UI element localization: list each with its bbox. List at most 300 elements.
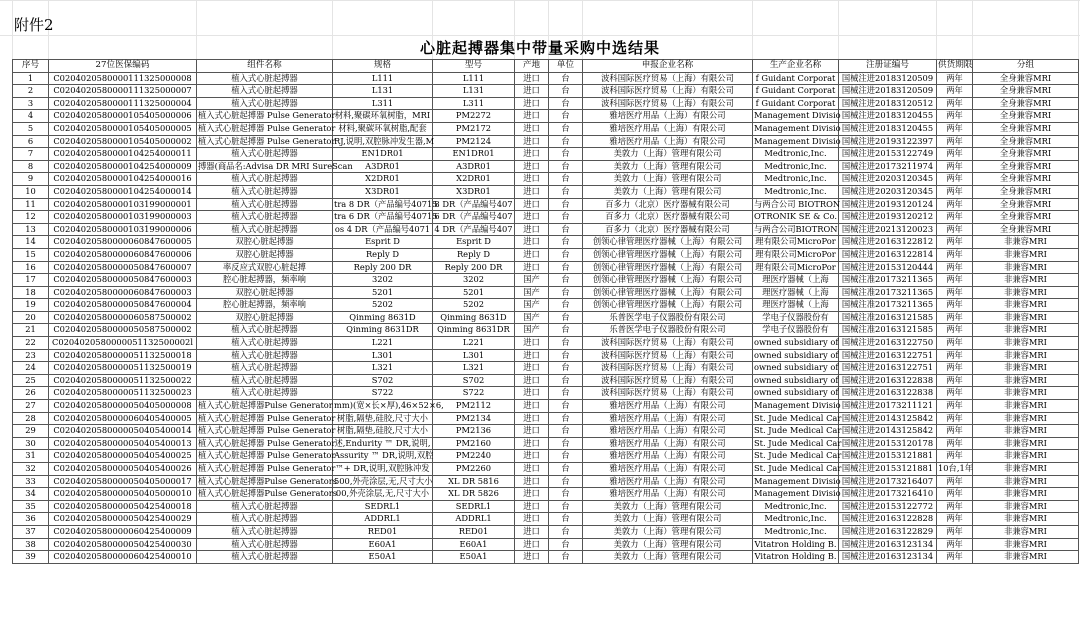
cell-origin: 进口	[515, 349, 549, 362]
cell-insurance-code: C0204020580000051132500002l	[49, 337, 197, 350]
cell-manufacturer: 理医疗器械（上海	[753, 274, 839, 287]
table-row	[13, 135, 1079, 148]
cell-group: 全身兼容MRI	[973, 122, 1079, 135]
cell-supply-period: 两年	[937, 513, 973, 526]
table-row	[13, 349, 1079, 362]
table-row	[13, 513, 1079, 526]
cell-group: 非兼容MRI	[973, 374, 1079, 387]
cell-row-number: 17	[13, 274, 49, 287]
cell-unit: 台	[549, 324, 583, 337]
cell-unit: 台	[549, 236, 583, 249]
cell-registration-number: 国械注准20173211365	[839, 299, 937, 312]
cell-specification: 500,外壳涂层,无,尺寸大小	[333, 475, 433, 488]
cell-row-number: 29	[13, 425, 49, 438]
cell-group: 非兼容MRI	[973, 236, 1079, 249]
cell-insurance-code: C0204020580000050425400029	[49, 513, 197, 526]
table-row	[13, 463, 1079, 476]
cell-unit: 台	[549, 475, 583, 488]
cell-registration-number: 国械注进20163122838	[839, 387, 937, 400]
cell-origin: 进口	[515, 538, 549, 551]
cell-model: L221	[433, 337, 515, 350]
cell-model: 5201	[433, 286, 515, 299]
cell-group: 非兼容MRI	[973, 311, 1079, 324]
cell-specification: tra 6 DR（产品编号40715	[333, 211, 433, 224]
cell-group: 非兼容MRI	[973, 387, 1079, 400]
cell-component-name: 植入式心脏起搏器	[197, 211, 333, 224]
cell-registration-number: 国械注进20153121881	[839, 450, 937, 463]
cell-unit: 台	[549, 173, 583, 186]
cell-specification: A3DR01	[333, 160, 433, 173]
cell-model: PM2160	[433, 437, 515, 450]
cell-manufacturer: owned subsidiary of	[753, 337, 839, 350]
table-row	[13, 551, 1079, 564]
column-header: 27位医保编码	[49, 60, 197, 73]
cell-applicant-company: 美敦力（上海）管理有限公司	[583, 525, 753, 538]
cell-manufacturer: Vitatron Holding B.	[753, 551, 839, 564]
cell-registration-number: 国械注准20173211365	[839, 286, 937, 299]
cell-registration-number: 国械注进20153122749	[839, 148, 937, 161]
cell-insurance-code: C0204020580000111325000007	[49, 85, 197, 98]
cell-insurance-code: C0204020580000105405000006	[49, 110, 197, 123]
table-row	[13, 311, 1079, 324]
cell-unit: 台	[549, 374, 583, 387]
cell-manufacturer: Management Divisio	[753, 135, 839, 148]
cell-applicant-company: 雅培医疗用品（上海）有限公司	[583, 475, 753, 488]
cell-applicant-company: 美敦力（上海）管理有限公司	[583, 538, 753, 551]
cell-model: 3202	[433, 274, 515, 287]
table-row	[13, 412, 1079, 425]
table-row	[13, 198, 1079, 211]
cell-applicant-company: 波科国际医疗贸易（上海）有限公司	[583, 374, 753, 387]
cell-applicant-company: 雅培医疗用品（上海）有限公司	[583, 135, 753, 148]
cell-model: S722	[433, 387, 515, 400]
cell-row-number: 15	[13, 248, 49, 261]
cell-applicant-company: 美敦力（上海）管理有限公司	[583, 148, 753, 161]
cell-registration-number: 国械注进20183120509	[839, 72, 937, 85]
column-header: 生产企业名称	[753, 60, 839, 73]
table-row	[13, 248, 1079, 261]
column-header: 单位	[549, 60, 583, 73]
table-row	[13, 450, 1079, 463]
cell-insurance-code: C0204020580000104254000016	[49, 173, 197, 186]
cell-component-name: 率反应式双腔心脏起搏	[197, 261, 333, 274]
cell-applicant-company: 雅培医疗用品（上海）有限公司	[583, 110, 753, 123]
cell-row-number: 18	[13, 286, 49, 299]
cell-specification: L111	[333, 72, 433, 85]
cell-unit: 台	[549, 450, 583, 463]
cell-insurance-code: C0204020580000111325000008	[49, 72, 197, 85]
cell-model: E60A1	[433, 538, 515, 551]
cell-manufacturer: St. Jude Medical Car	[753, 437, 839, 450]
cell-insurance-code: C0204020580000050405000010	[49, 488, 197, 501]
cell-row-number: 23	[13, 349, 49, 362]
cell-registration-number: 国械注进20153120178	[839, 437, 937, 450]
cell-component-name: 植入式心脏起搏器	[197, 198, 333, 211]
cell-unit: 台	[549, 437, 583, 450]
cell-group: 全身兼容MRI	[973, 185, 1079, 198]
cell-row-number: 19	[13, 299, 49, 312]
cell-insurance-code: C0204020580000050847600003	[49, 274, 197, 287]
cell-registration-number: 国械注准20163121585	[839, 324, 937, 337]
cell-model: L301	[433, 349, 515, 362]
cell-row-number: 1	[13, 72, 49, 85]
cell-registration-number: 国械注进20163122751	[839, 362, 937, 375]
cell-specification: L311	[333, 97, 433, 110]
cell-origin: 进口	[515, 110, 549, 123]
cell-applicant-company: 雅培医疗用品（上海）有限公司	[583, 463, 753, 476]
cell-unit: 台	[549, 286, 583, 299]
cell-row-number: 26	[13, 387, 49, 400]
cell-component-name: 搏器(商品名:Advisa DR MRI SureScan	[197, 160, 333, 173]
cell-specification: Esprit D	[333, 236, 433, 249]
cell-group: 非兼容MRI	[973, 412, 1079, 425]
cell-group: 非兼容MRI	[973, 488, 1079, 501]
table-row	[13, 110, 1079, 123]
cell-component-name: 植入式心脏起搏器	[197, 173, 333, 186]
cell-component-name: 植入式心脏起搏器	[197, 324, 333, 337]
cell-insurance-code: C0204020580000051132500018	[49, 349, 197, 362]
cell-model: Esprit D	[433, 236, 515, 249]
cell-unit: 台	[549, 97, 583, 110]
cell-registration-number: 国械注进20203120345	[839, 173, 937, 186]
cell-group: 非兼容MRI	[973, 538, 1079, 551]
cell-supply-period: 两年	[937, 248, 973, 261]
cell-component-name: 植入式心脏起搏器	[197, 337, 333, 350]
cell-manufacturer: St. Jude Medical Car	[753, 425, 839, 438]
cell-insurance-code: C0204020580000051132500023	[49, 387, 197, 400]
cell-applicant-company: 波科国际医疗贸易（上海）有限公司	[583, 337, 753, 350]
cell-row-number: 24	[13, 362, 49, 375]
cell-origin: 进口	[515, 412, 549, 425]
cell-applicant-company: 雅培医疗用品（上海）有限公司	[583, 412, 753, 425]
cell-component-name: 植入式心脏起搏器Pulse Generators	[197, 488, 333, 501]
cell-specification: Reply 200 DR	[333, 261, 433, 274]
cell-origin: 进口	[515, 500, 549, 513]
cell-insurance-code: C0204020580000104254000011	[49, 148, 197, 161]
table-row	[13, 437, 1079, 450]
cell-unit: 台	[549, 349, 583, 362]
cell-origin: 进口	[515, 97, 549, 110]
cell-registration-number: 国械注进20173216410	[839, 488, 937, 501]
cell-unit: 台	[549, 261, 583, 274]
cell-row-number: 16	[13, 261, 49, 274]
cell-registration-number: 国械注进20153120444	[839, 261, 937, 274]
cell-group: 非兼容MRI	[973, 362, 1079, 375]
cell-origin: 进口	[515, 248, 549, 261]
cell-group: 非兼容MRI	[973, 349, 1079, 362]
column-header: 产地	[515, 60, 549, 73]
cell-applicant-company: 创领心律管理医疗器械（上海）有限公司	[583, 236, 753, 249]
cell-model: XL DR 5816	[433, 475, 515, 488]
cell-supply-period: 两年	[937, 437, 973, 450]
cell-applicant-company: 雅培医疗用品（上海）有限公司	[583, 488, 753, 501]
cell-applicant-company: 雅培医疗用品（上海）有限公司	[583, 122, 753, 135]
cell-applicant-company: 雅培医疗用品（上海）有限公司	[583, 425, 753, 438]
column-header: 规格	[333, 60, 433, 73]
cell-manufacturer: 理有限公司MicroPor	[753, 236, 839, 249]
cell-group: 全身兼容MRI	[973, 72, 1079, 85]
cell-origin: 进口	[515, 160, 549, 173]
cell-specification: ADDRL1	[333, 513, 433, 526]
cell-group: 非兼容MRI	[973, 425, 1079, 438]
cell-component-name: 植入式心脏起搏器 Pulse Generator	[197, 450, 333, 463]
cell-applicant-company: 雅培医疗用品（上海）有限公司	[583, 437, 753, 450]
cell-component-name: 植入式心脏起搏器	[197, 97, 333, 110]
cell-group: 全身兼容MRI	[973, 110, 1079, 123]
cell-component-name: 植入式心脏起搏器	[197, 525, 333, 538]
cell-group: 非兼容MRI	[973, 248, 1079, 261]
cell-insurance-code: C0204020580000103199000001	[49, 198, 197, 211]
cell-supply-period: 两年	[937, 211, 973, 224]
cell-model: 4 DR（产品编号407	[433, 223, 515, 236]
cell-component-name: 植入式心脏起搏器	[197, 223, 333, 236]
cell-registration-number: 国械注进20163123134	[839, 538, 937, 551]
table-row	[13, 122, 1079, 135]
cell-supply-period: 两年	[937, 538, 973, 551]
cell-origin: 进口	[515, 72, 549, 85]
cell-insurance-code: C0204020580000105405000002	[49, 135, 197, 148]
cell-origin: 进口	[515, 525, 549, 538]
cell-specification: Qinming 8631DR	[333, 324, 433, 337]
cell-group: 全身兼容MRI	[973, 160, 1079, 173]
table-row	[13, 148, 1079, 161]
table-row	[13, 374, 1079, 387]
cell-insurance-code: C0204020580000111325000004	[49, 97, 197, 110]
cell-group: 非兼容MRI	[973, 286, 1079, 299]
cell-origin: 进口	[515, 425, 549, 438]
cell-component-name: 双腔心脏起搏器	[197, 236, 333, 249]
cell-component-name: 植入式心脏起搏器 Pulse Generator	[197, 463, 333, 476]
cell-group: 全身兼容MRI	[973, 211, 1079, 224]
cell-origin: 进口	[515, 475, 549, 488]
cell-applicant-company: 百多力（北京）医疗器械有限公司	[583, 223, 753, 236]
cell-applicant-company: 乐普医学电子仪器股份有限公司	[583, 324, 753, 337]
cell-row-number: 22	[13, 337, 49, 350]
cell-component-name: 双腔心脏起搏器	[197, 311, 333, 324]
cell-group: 全身兼容MRI	[973, 173, 1079, 186]
cell-specification: 树脂,隔垫,硅胶,尺寸大小	[333, 425, 433, 438]
cell-component-name: 植入式心脏起搏器 Pulse Generator	[197, 122, 333, 135]
cell-applicant-company: 波科国际医疗贸易（上海）有限公司	[583, 387, 753, 400]
cell-component-name: 植入式心脏起搏器 Pulse Generator	[197, 412, 333, 425]
cell-component-name: 植入式心脏起搏器 Pulse Generator	[197, 437, 333, 450]
cell-model: E50A1	[433, 551, 515, 564]
cell-model: SEDRL1	[433, 500, 515, 513]
attachment-label: 附件2	[14, 16, 54, 34]
table-row	[13, 97, 1079, 110]
cell-unit: 台	[549, 488, 583, 501]
cell-group: 非兼容MRI	[973, 463, 1079, 476]
cell-component-name: 腔心脏起搏器，频率响	[197, 299, 333, 312]
cell-origin: 进口	[515, 387, 549, 400]
cell-manufacturer: Medtronic,Inc.	[753, 525, 839, 538]
cell-manufacturer: f Guidant Corporat	[753, 85, 839, 98]
cell-model: RED01	[433, 525, 515, 538]
cell-unit: 台	[549, 122, 583, 135]
cell-supply-period: 两年	[937, 135, 973, 148]
cell-specification: tra 8 DR（产品编号40715	[333, 198, 433, 211]
cell-manufacturer: 与两合公司 BIOTRON	[753, 198, 839, 211]
table-body	[13, 72, 1079, 563]
cell-insurance-code: C0204020580000050405000008	[49, 400, 197, 413]
cell-model: A3DR01	[433, 160, 515, 173]
cell-manufacturer: owned subsidiary of	[753, 362, 839, 375]
cell-origin: 进口	[515, 198, 549, 211]
cell-registration-number: 国械注进20183120455	[839, 110, 937, 123]
cell-supply-period: 两年	[937, 488, 973, 501]
cell-specification: SEDRL1	[333, 500, 433, 513]
cell-specification: RED01	[333, 525, 433, 538]
cell-registration-number: 国械注进20173216407	[839, 475, 937, 488]
cell-component-name: 植入式心脏起搏器	[197, 185, 333, 198]
cell-origin: 国产	[515, 274, 549, 287]
cell-manufacturer: St. Jude Medical Car	[753, 463, 839, 476]
cell-row-number: 39	[13, 551, 49, 564]
cell-specification: 3202	[333, 274, 433, 287]
table-row	[13, 387, 1079, 400]
cell-applicant-company: 创领心律管理医疗器械（上海）有限公司	[583, 274, 753, 287]
document-title: 心脏起搏器集中带量采购中选结果	[419, 39, 660, 57]
cell-model: PM2260	[433, 463, 515, 476]
cell-model: PM2136	[433, 425, 515, 438]
cell-registration-number: 国械注进20143125842	[839, 412, 937, 425]
cell-manufacturer: 与两合公司BIOTRON	[753, 223, 839, 236]
cell-origin: 国产	[515, 299, 549, 312]
cell-row-number: 25	[13, 374, 49, 387]
cell-model: PM2240	[433, 450, 515, 463]
cell-model: L131	[433, 85, 515, 98]
cell-insurance-code: C0204020580000105405000005	[49, 122, 197, 135]
cell-unit: 台	[549, 525, 583, 538]
table-header	[13, 60, 1079, 73]
cell-manufacturer: owned subsidiary of	[753, 387, 839, 400]
table-row	[13, 299, 1079, 312]
cell-model: X2DR01	[433, 173, 515, 186]
cell-applicant-company: 美敦力（上海）管理有限公司	[583, 500, 753, 513]
table-row	[13, 211, 1079, 224]
cell-manufacturer: Medtronic,Inc.	[753, 185, 839, 198]
cell-component-name: 植入式心脏起搏器 Pulse Generator	[197, 110, 333, 123]
cell-registration-number: 国械注进20163123134	[839, 551, 937, 564]
cell-model: Qinming 8631DR	[433, 324, 515, 337]
cell-applicant-company: 美敦力（上海）管理有限公司	[583, 160, 753, 173]
column-header: 序号	[13, 60, 49, 73]
cell-supply-period: 两年	[937, 185, 973, 198]
cell-applicant-company: 创领心律管理医疗器械（上海）有限公司	[583, 261, 753, 274]
cell-row-number: 14	[13, 236, 49, 249]
cell-row-number: 34	[13, 488, 49, 501]
cell-insurance-code: C0204020580000050425400018	[49, 500, 197, 513]
cell-manufacturer: 学电子仪器股份有	[753, 324, 839, 337]
cell-origin: 进口	[515, 261, 549, 274]
cell-group: 全身兼容MRI	[973, 148, 1079, 161]
cell-unit: 台	[549, 110, 583, 123]
cell-insurance-code: C0204020580000060847600003	[49, 286, 197, 299]
cell-origin: 进口	[515, 173, 549, 186]
cell-insurance-code: C0204020580000104254000009	[49, 160, 197, 173]
cell-supply-period: 两年	[937, 551, 973, 564]
table-row	[13, 538, 1079, 551]
cell-row-number: 2	[13, 85, 49, 98]
cell-unit: 台	[549, 387, 583, 400]
cell-origin: 进口	[515, 236, 549, 249]
cell-manufacturer: Medtronic,Inc.	[753, 173, 839, 186]
cell-insurance-code: C0204020580000050405400026	[49, 463, 197, 476]
cell-insurance-code: C0204020580000050405400025	[49, 450, 197, 463]
cell-row-number: 38	[13, 538, 49, 551]
cell-supply-period: 两年	[937, 160, 973, 173]
cell-model: Reply 200 DR	[433, 261, 515, 274]
cell-component-name: 植入式心脏起搏器 Pulse Generator	[197, 425, 333, 438]
cell-unit: 台	[549, 160, 583, 173]
cell-origin: 进口	[515, 148, 549, 161]
table-row	[13, 274, 1079, 287]
cell-unit: 台	[549, 463, 583, 476]
cell-group: 非兼容MRI	[973, 475, 1079, 488]
cell-group: 非兼容MRI	[973, 299, 1079, 312]
cell-row-number: 36	[13, 513, 49, 526]
cell-row-number: 6	[13, 135, 49, 148]
table-row	[13, 286, 1079, 299]
cell-specification: S702	[333, 374, 433, 387]
column-header: 分组	[973, 60, 1079, 73]
cell-model: X3DR01	[433, 185, 515, 198]
cell-unit: 台	[549, 362, 583, 375]
cell-group: 非兼容MRI	[973, 400, 1079, 413]
cell-insurance-code: C0204020580000060847600005	[49, 236, 197, 249]
column-header: 型号	[433, 60, 515, 73]
cell-component-name: 腔心脏起搏器，频率响	[197, 274, 333, 287]
cell-group: 非兼容MRI	[973, 551, 1079, 564]
cell-model: 8 DR（产品编号407	[433, 198, 515, 211]
cell-registration-number: 国械注准20173211365	[839, 274, 937, 287]
cell-manufacturer: 学电子仪器股份有	[753, 311, 839, 324]
cell-applicant-company: 美敦力（上海）管理有限公司	[583, 513, 753, 526]
cell-supply-period: 两年	[937, 450, 973, 463]
table-row	[13, 425, 1079, 438]
cell-origin: 国产	[515, 324, 549, 337]
cell-manufacturer: Medtronic,Inc.	[753, 160, 839, 173]
cell-registration-number: 国械注进20163122829	[839, 525, 937, 538]
cell-registration-number: 国械注进20193122397	[839, 135, 937, 148]
cell-group: 全身兼容MRI	[973, 85, 1079, 98]
cell-origin: 进口	[515, 463, 549, 476]
cell-origin: 进口	[515, 337, 549, 350]
cell-row-number: 37	[13, 525, 49, 538]
cell-specification: L321	[333, 362, 433, 375]
table-row	[13, 525, 1079, 538]
cell-registration-number: 国械注进20163122828	[839, 513, 937, 526]
cell-model: ADDRL1	[433, 513, 515, 526]
cell-specification: 00,外壳涂层,无,尺寸大小	[333, 488, 433, 501]
cell-supply-period: 两年	[937, 286, 973, 299]
cell-supply-period: 两年	[937, 122, 973, 135]
cell-component-name: 植入式心脏起搏器	[197, 349, 333, 362]
cell-manufacturer: St. Jude Medical Car	[753, 412, 839, 425]
cell-applicant-company: 美敦力（上海）管理有限公司	[583, 185, 753, 198]
cell-group: 全身兼容MRI	[973, 135, 1079, 148]
cell-supply-period: 两年	[937, 223, 973, 236]
cell-model: L311	[433, 97, 515, 110]
cell-row-number: 8	[13, 160, 49, 173]
cell-unit: 台	[549, 72, 583, 85]
cell-supply-period: 两年	[937, 500, 973, 513]
cell-row-number: 12	[13, 211, 49, 224]
cell-unit: 台	[549, 211, 583, 224]
cell-applicant-company: 百多力（北京）医疗器械有限公司	[583, 211, 753, 224]
column-header: 注册证编号	[839, 60, 937, 73]
cell-specification: os 4 DR（产品编号4071	[333, 223, 433, 236]
